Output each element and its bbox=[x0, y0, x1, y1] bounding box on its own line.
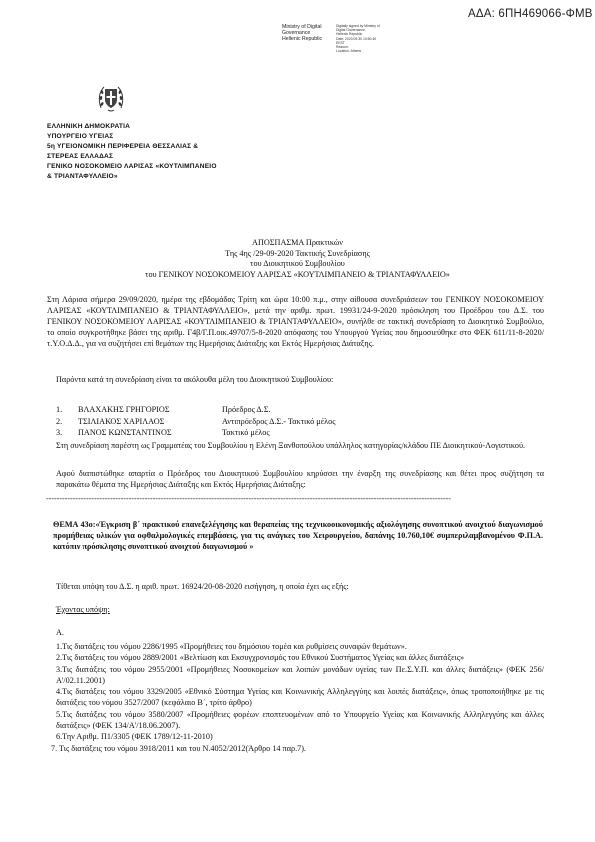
institution-header bbox=[47, 122, 217, 182]
laws-list bbox=[51, 641, 544, 754]
header-line: ΕΛΛΗΝΙΚΗ ΔΗΜΟΚΡΑΤΙΑ bbox=[47, 123, 131, 130]
member-row bbox=[56, 416, 335, 428]
section-letter: Α. bbox=[56, 628, 64, 637]
header-line: ΥΠΟΥΡΓΕΙΟ ΥΓΕΙΑΣ bbox=[47, 133, 114, 140]
considering-heading bbox=[56, 604, 110, 615]
title-line: ΑΠΟΣΠΑΣΜΑ Πρακτικών bbox=[252, 238, 343, 247]
member-number: 2. bbox=[56, 416, 63, 426]
member-role: Τακτικό μέλος bbox=[222, 428, 270, 437]
signature-line: Governance bbox=[282, 30, 311, 37]
list-item: 6.Την Αριθμ. Π1/3305 (ΦΕΚ 1789/12-11-2010) bbox=[56, 732, 213, 742]
quorum-paragraph: Αφού διαπιστώθηκε απαρτία ο Πρόεδρος του Διοικητικού Συμβουλίου κηρύσσει την έναρξη της συνεδρίασης και θέτει προς συζήτηση τα παρακάτω θέματα της Ημερήσιας Διάταξης και Εκτός Ημερήσιας Διάταξης: bbox=[56, 469, 544, 489]
list-item: 7. Τις διατάξεις του νόμου 3918/2011 και του Ν.4052/2012(Άρθρο 14 παρ.7). bbox=[51, 743, 306, 753]
signature-label bbox=[282, 24, 322, 43]
signature-detail-line: Digitally signed by Ministry of bbox=[336, 24, 380, 28]
header-line: 5η ΥΓΕΙΟΝΟΜΙΚΗ ΠΕΡΙΦΕΡΕΙΑ ΘΕΣΣΑΛΙΑΣ & bbox=[47, 143, 199, 150]
list-item: 4.Τις διατάξεις του νόμου 3329/2005 «Εθνικό Σύστημα Υγείας και Κοινωνικής Αλληλεγγύης και λοιπές διατάξεις», όπως τροποποιήθηκε με τις διατάξεις του νόμου 3527/2007 (κεφάλαιο Β΄, τρίτο άρθρο) bbox=[56, 687, 544, 708]
list-item: 5.Τις διατάξεις του νόμου 3580/2007 «Προμήθειες φορέων εποπτευομένων από το Υπουργείο Υγείας και Κοινωνικής Αλληλεγγύης και άλλες διατάξεις» (ΦΕΚ 134/Α'/18.06.2007). bbox=[56, 709, 544, 731]
submitted-proposal-text: Τίθεται υπόψη του Δ.Σ. η αριθ. πρωτ. 16924/20-08-2020 εισήγηση, η οποία έχει ως εξής: bbox=[56, 582, 349, 591]
signature-line: Hellenic Republic bbox=[282, 36, 323, 43]
header-line: & ΤΡΙΑΝΤΑΦΥΛΛΕΙΟ» bbox=[47, 173, 118, 180]
member-role: Αντιπρόεδρος Δ.Σ.- Τακτικό μέλος bbox=[222, 416, 336, 426]
signature-detail-line: EEST bbox=[336, 40, 345, 45]
signature-detail-line: Reason: bbox=[336, 45, 349, 50]
greek-coat-of-arms-icon bbox=[96, 82, 126, 114]
list-item: 3.Τις διατάξεις του νόμου 2955/2001 «Προμήθειες Νοσοκομείων και λοιπών μονάδων υγείας των Πε.Σ.Υ.Π. και άλλες διατάξεις» (ΦΕΚ 256/Α'/02.11.2001) bbox=[56, 664, 544, 685]
signature-detail-line: Location: Athens bbox=[336, 49, 362, 54]
member-number: 1. bbox=[56, 405, 63, 414]
title-line: του ΓΕΝΙΚΟΥ ΝΟΣΟΚΟΜΕΙΟΥ ΛΑΡΙΣΑΣ «ΚΟΥΤΛΙΜΠΑΝΕΙΟ & ΤΡΙΑΝΤΑΦΥΛΛΕΙΟ» bbox=[145, 269, 450, 279]
member-number: 3. bbox=[56, 428, 63, 437]
signature-details bbox=[336, 24, 380, 53]
ada-code: ΑΔΑ: 6ΠΗ469066-ΦΜΒ bbox=[468, 8, 593, 20]
list-item: 1.Τις διατάξεις του νόμου 2286/1995 «Προμήθειες του δημόσιου τομέα και ρυθμίσεις συναφών θεμάτων». bbox=[56, 642, 407, 651]
header-line: ΣΤΕΡΕΑΣ ΕΛΛΑΔΑΣ bbox=[47, 153, 114, 160]
list-item: 2.Τις διατάξεις του νόμου 2889/2001 «Βελτίωση και Εκσυγχρονισμός του Εθνικού Συστήματος Υγείας και άλλες διατάξεις» bbox=[56, 653, 465, 663]
considering-label: Έχοντας υπόψη: bbox=[56, 605, 110, 614]
secretary-paragraph: Στη συνεδρίαση παρέστη ως Γραμματέας του Συμβουλίου η Ελένη Ξανθοπούλου υπάλληλος κατηγορίας/κλάδου ΠΕ Διοικητικού-Λογιστικού. bbox=[56, 441, 526, 450]
signature-detail-line: Hellenic Republic bbox=[336, 32, 363, 37]
intro-paragraph: Στη Λάρισα σήμερα 29/09/2020, ημέρα της εβδομάδας Τρίτη και ώρα 10:00 π.μ., στην αίθουσα συνεδριάσεων του ΓΕΝΙΚΟΥ ΝΟΣΟΚΟΜΕΙΟΥ ΛΑΡΙΣΑΣ «ΚΟΥΤΛΙΜΠΑΝΕΙΟ & ΤΡΙΑΝΤΑΦΥΛΛΕΙΟ», μετά την αριθμ. πρωτ. 19931/24-9-2020 πρόσκληση του Προέδρου του Δ.Σ. του ΓΕΝΙΚΟΥ ΝΟΣΟΚΟΜΕΙΟΥ ΛΑΡΙΣΑΣ «ΚΟΥΤΛΙΜΠΑΝΕΙΟ & ΤΡΙΑΝΤΑΦΥΛΛΕΙΟ», συνήλθε σε τακτική συνεδρίαση το Διοικητικό Συμβούλιο, το οποίο συγκροτήθηκε βάσει της αριθμ. Γ4β/Γ.Π.οικ.49707/5-8-2020 απόφασης του Υπουργού Υγείας που δημοσιεύθηκε στο ΦΕΚ 611/11-8-2020/τ.Υ.Ο.Δ.Δ., για να συζητήσει επί θεμάτων της Ημερήσιας Διάταξης και Εκτός Ημερήσιας Διάταξης. bbox=[47, 295, 544, 348]
header-line: ΓΕΝΙΚΟ ΝΟΣΟΚΟΜΕΙΟ ΛΑΡΙΣΑΣ «ΚΟΥΤΛΙΜΠΑΝΕΙΟ bbox=[47, 163, 217, 170]
signature-detail-line: Digital Governance, bbox=[336, 28, 366, 33]
member-role: Πρόεδρος Δ.Σ. bbox=[222, 405, 271, 414]
member-row bbox=[56, 427, 335, 439]
agenda-item-title: ΘΕΜΑ 43ο:«Έγκριση β΄ πρακτικού επανεξελέγησης και θεραπείας της τεχνικοοικονομικής αξιολόγησης συνοπτικού ανοιχτού διαγωνισμού προμήθειας υλικών για οφθαλμολογικές επεμβάσεις, για τις ανάγκες του Χειρουργείου, δαπάνης 10.760,10€ συμπεριλαμβανομένου Φ.Π.Α. κατόπιν πρόσκλησης συνοπτικού ανοιχτού διαγωνισμού » bbox=[53, 520, 543, 551]
member-row bbox=[56, 404, 335, 416]
title-line: Της 4ης /29-09-2020 Τακτικής Συνεδρίασης bbox=[225, 248, 370, 258]
present-members-intro: Παρόντα κατά τη συνεδρίαση είναι τα ακόλουθα μέλη του Διοικητικού Συμβουλίου: bbox=[56, 375, 334, 384]
document-title bbox=[0, 238, 595, 280]
section-divider: -------------------------------------------------------------------------------------------------------------------------------------------------------- bbox=[46, 495, 451, 503]
members-list bbox=[56, 404, 335, 439]
member-name: ΠΑΝΟΣ ΚΩΝΣΤΑΝΤΙΝΟΣ bbox=[78, 428, 172, 437]
member-name: ΒΛΑΧΑΚΗΣ ΓΡΗΓΟΡΙΟΣ bbox=[78, 405, 170, 414]
signature-line: Ministry of Digital bbox=[282, 24, 322, 30]
signature-detail-line: Date: 2020.09.30 10:50:40 bbox=[336, 36, 377, 41]
title-line: του Διοικητικού Συμβουλίου bbox=[250, 259, 345, 268]
member-name: ΤΣΙΛΙΑΚΟΣ ΧΑΡΙΛΑΟΣ bbox=[78, 416, 165, 426]
